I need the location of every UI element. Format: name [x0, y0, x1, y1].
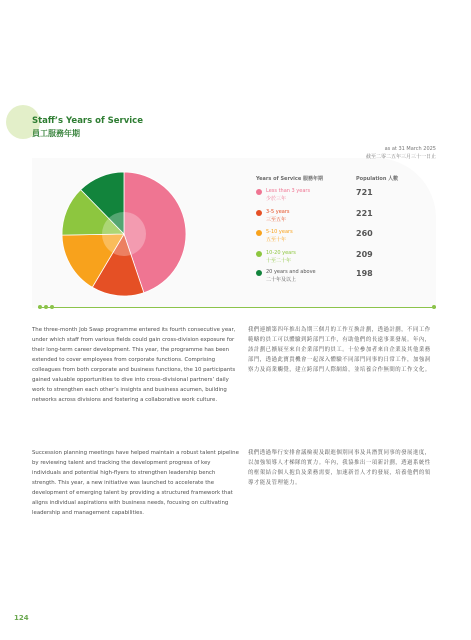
as-at-date [366, 145, 436, 161]
legend-label-zh: 二十年及以上 [266, 277, 297, 283]
legend-row-20-plus [256, 268, 406, 292]
legend-dot [256, 251, 262, 257]
paragraph-succession-en: Succession planning meetings have helped maintain a robust talent pipeline by reviewing talent and tracking the development progress of key individuals and potential high-flyers to strengthen leadership bench strength. This year, a new initiative was launched to accelerate the development of emerging talent by providing a structured framework that aligns individual aspirations with business needs, focusing on cultivating leadership and management capabilities. [32, 450, 239, 516]
years-of-service-pie-chart [60, 170, 188, 298]
legend-label-zh: 三至五年 [266, 217, 287, 223]
legend-label-en: 5-10 years [266, 229, 293, 235]
legend-label-zh: 少於三年 [266, 196, 287, 202]
paragraph-job-swap-en: The three-month Job Swap programme entered its fourth consecutive year, under which staff from various fields could gain cross-division exposure for their long-term career development. This year, the programme has been extended to cover employees from corporate functions. Comprising colleagues from both corporate and business functions, the 10 participants gained valuable opportunities to dive into cross-divisional partners’ daily work to strengthen each other’s insights and business acumen, building networks across divisions and fostering a collaborative work culture. [32, 327, 236, 403]
as-at-date-en: as at 31 March 2025 [384, 146, 436, 152]
legend-label-en: 10-20 years [266, 250, 296, 256]
section-title-zh: 員工服務年期 [32, 129, 80, 138]
legend-label-zh: 五至十年 [266, 237, 287, 243]
page-number: 124 [14, 614, 29, 622]
legend-label-en: Less than 3 years [266, 188, 311, 194]
legend-value: 721 [356, 188, 373, 197]
as-at-date-zh: 截至二零二五年三月三十一日止 [365, 154, 436, 160]
section-title-en: Staff’s Years of Service [32, 116, 143, 126]
legend-header-population: Population 人數 [356, 176, 399, 182]
legend-label-en: 3-5 years [266, 209, 290, 215]
legend-dot [256, 230, 262, 236]
divider-end-dot [432, 305, 436, 309]
section-divider [38, 307, 436, 308]
paragraph-succession-zh: 我們透過舉行安排會議檢視及跟進個別同事及具潛質同事的發展進度，以加強領導人才梯隊的實力。年內，我協推出一項新計劃，透過系統性的框架結合個人抱負及業務需要，加速新晉人才的發展，培養他們的領導才能及管理能力。 [248, 450, 431, 486]
legend-value: 209 [356, 250, 373, 259]
legend-label-en: 20 years and above [266, 269, 316, 275]
legend-header-years: Years of Service 服務年期 [256, 176, 323, 182]
legend-dot [256, 210, 262, 216]
legend-value: 198 [356, 269, 373, 278]
legend-label-zh: 十至二十年 [266, 258, 292, 264]
pie-inner-highlight [102, 212, 146, 256]
legend-value: 221 [356, 209, 373, 218]
legend-dot [256, 189, 262, 195]
legend-dot [256, 270, 262, 276]
paragraph-job-swap-zh: 我們連續第四年推出為期三個月的工作互換計劃，透過計劃，不同工作範疇的員工可以體驗到跨部門工作，有助他們的長遠事業發展。年內，該計劃已擴展至來自企業部門的員工。十位參加者來自企業及其他業務部門，透過此寶貴機會一起深入體驗不同部門同事的日常工作，加強洞察力及商業觸覺，建立跨部門人際網絡，並培養合作無間的工作文化。 [248, 327, 431, 373]
legend-value: 260 [356, 229, 373, 238]
